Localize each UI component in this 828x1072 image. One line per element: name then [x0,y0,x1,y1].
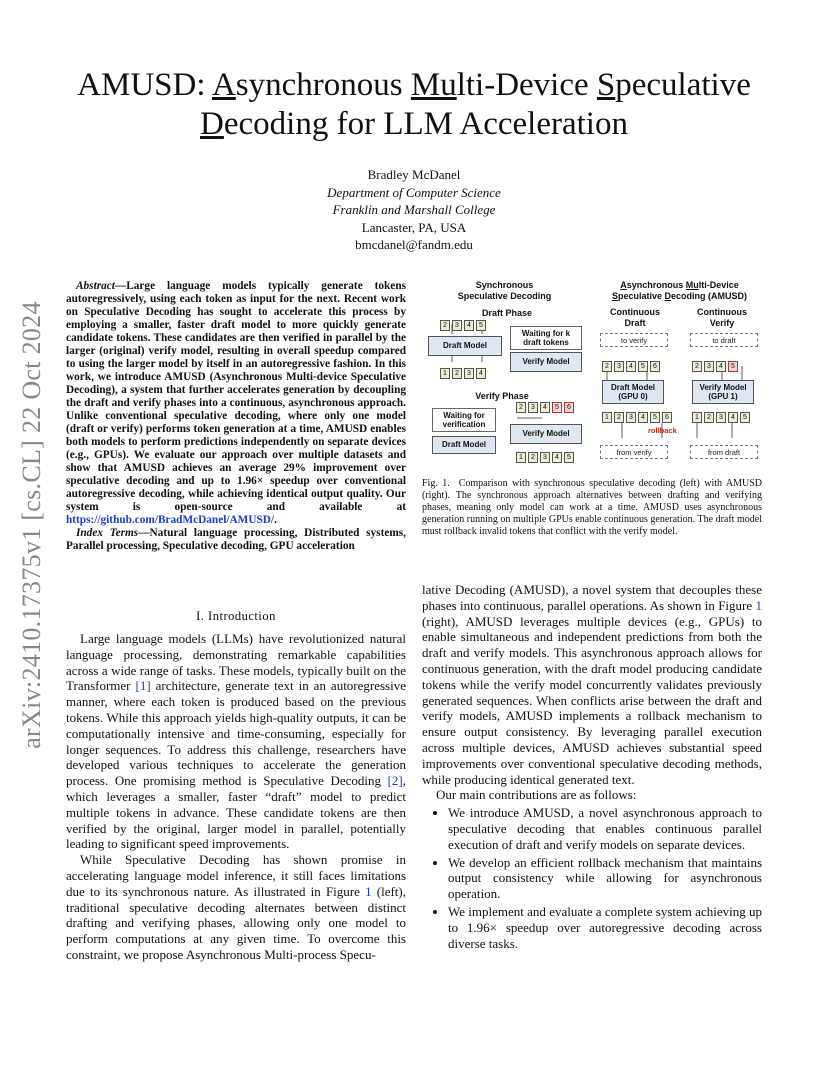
from-draft-queue: from draft [690,445,758,459]
to-draft-queue: to draft [690,333,758,347]
index-terms: —Natural language processing, Distributed systems, Parallel processing, Speculative decoding, GPU acceleration [66,527,406,552]
caption-label: Fig. 1. [422,478,450,489]
right-paragraph-1: lative Decoding (AMUSD), a novel system that decouples these phases into continuous, parallel operations. As shown in Figure 1 (right), AMUSD leverages multiple devices (e.g., GPUs) to enable simultaneous and independent predictions from both the draft and verify models. This asynchronous approach allows for continuous generation, with the draft model producing candidate tokens while the verify model concurrently validates previously generated sequences. When conflicts arise between the draft and verify models, AMUSD implements a rollback mechanism to ensure output consistency. By leveraging parallel execution across multiple devices, AMUSD achieves substantial speed improvements over conventional speculative decoding methods, while producing identical generated text. [422,582,762,787]
abstract-label: Abstract [76,280,115,292]
tokens-verify-bottom: 1 2 3 4 5 [516,452,574,463]
verify-model-gpu1: Verify Model (GPU 1) [692,380,754,404]
list-item: • We implement and evaluate a complete system achieving up to 1.96× speedup over autoregressive decoding across diverse tasks. [448,904,762,951]
paper-title [60,66,768,144]
title-line-2: Decoding for LLM Acceleration [200,106,628,142]
author-block [200,166,628,254]
index-terms-label: Index Terms [76,527,139,539]
tokens-draft-top: 2 3 4 5 [440,320,486,331]
arxiv-id: arXiv:2410.17375v1 [cs.CL] 22 Oct 2024 [17,301,46,749]
citation-1[interactable]: [1] [135,678,151,694]
tokens-async-verify-top: 2 3 4 5 [692,361,738,372]
author-email: bmcdanel@fandm.edu [355,237,473,252]
verify-phase-label: Verify Phase [475,391,529,401]
abstract-text: —Large language models typically generate tokens autoregressively, using each token as input for the next. Recent work on Speculative Decoding has sought to accelerate this process by employing a smaller, faster draft model to more quickly generate candidate tokens. These candidates are then verified in parallel by the larger (original) verify model, resulting in overall speedup compared to using the larger model by itself in an autoregressive fashion. In this work, we introduce AMUSD (Asynchronous Multi-device Speculative Decoding), a system that further accelerates generation by decoupling the draft and verify phases into a continuous, asynchronous approach. Unlike conventional speculative decoding, where only one model (draft or verify) performs token generation at a time, AMUSD enables both models to perform predictions independently on separate devices (e.g., GPUs). We evaluate our approach over multiple datasets and show that AMUSD achieves an average 29% improvement over speculative decoding and up to 1.96× speedup over conventional autoregressive decoding, while achieving identical output quality. Our system is open-source and available at [66,280,406,513]
github-link[interactable]: https://github.com/BradMcDanel/AMUSD/ [66,514,275,526]
verify-model-box-draft-phase: Verify Model [510,352,582,372]
figure-1 [422,278,762,468]
citation-2[interactable]: [2] [387,773,403,789]
tokens-verify-top: 2 3 4 5 6 [516,402,574,413]
tokens-draft-bottom: 1 2 3 4 [440,368,486,379]
right-column [422,582,762,953]
tokens-async-draft-bottom: 1 2 3 4 5 6 [602,412,672,423]
draft-phase-label: Draft Phase [481,308,533,318]
intro-column [66,631,406,963]
tokens-async-verify-bottom: 1 2 3 4 5 [692,412,750,423]
tokens-async-draft-top: 2 3 4 5 6 [602,361,660,372]
figure-ref-right[interactable]: 1 [755,597,762,613]
author-location: Lancaster, PA, USA [361,219,467,235]
abstract: Abstract—Large language models typically generate tokens autoregressively, using each token as input for the next. Recent work on Speculative Decoding has sought to accelerate this process by employing a smaller, faster draft model to more quickly generate candidate tokens. These candidates are then verified in parallel by the larger (original) verify model, resulting in overall speedup compared to using the larger model by itself in an autoregressive fashion. In this work, we introduce AMUSD (Asynchronous Multi-device Speculative Decoding), a system that further accelerates generation by decoupling the draft and verify phases into a continuous, asynchronous approach. Unlike conventional speculative decoding, where only one model (draft or verify) performs token generation at a time, AMUSD enables both models to perform predictions independently on separate devices (e.g., GPUs). We evaluate our approach over multiple datasets and show that AMUSD achieves an average 29% improvement over speculative decoding and up to 1.96× speedup over conventional autoregressive decoding, while achieving identical output quality. Our system is open-source and available at https://github.com/BradMcDanel/AMUSD/. Index Terms—Natural language processing, Distributed systems, Parallel processing, Speculative decoding, GPU acceleration [66,280,406,552]
title-line-1: AMUSD: Asynchronous Multi-Device Speculative [77,67,751,103]
list-item: • We introduce AMUSD, a novel asynchronous approach to speculative decoding that enables continuous parallel execution of draft and verify models on separate devices. [448,805,762,852]
verify-model-box-verify-phase: Verify Model [510,424,582,444]
contributions-intro: Our main contributions are as follows: [436,787,637,803]
author-college: Franklin and Marshall College [332,202,496,217]
arxiv-watermark [12,290,52,760]
cont-verify-label: Continuous Verify [697,307,747,328]
waiting-k-box: Waiting for k draft tokens [510,326,582,350]
list-item: • We develop an efficient rollback mechanism that maintains output consistency while allowing for asynchronous operation. [448,855,762,902]
intro-paragraph-1: Large language models (LLMs) have revolutionized natural language processing, demonstrating remarkable capabilities across a wide range of tasks. These models, typically built on the Transformer [1] architecture, generate text in an autoregressive manner, where each token is produced based on the previous tokens. While this approach yields high-quality outputs, it can be computationally intensive and time-consuming, especially for longer sequences. To address this challenge, researchers have developed various techniques to accelerate the generation process. One promising method is Speculative Decoding [2], which leverages a smaller, faster “draft” model to predict multiple tokens in advance. These candidate tokens are then verified by the original, larger model in parallel, potentially leading to significant speed improvements. [66,631,406,852]
fig-right-title: Asynchronous Multi-Device Speculative Decoding (AMUSD) [611,280,748,301]
author-name: Bradley McDanel [367,167,461,182]
intro-paragraph-2: While Speculative Decoding has shown promise in accelerating language model inference, it still faces limitations due to its synchronous nature. As illustrated in Figure 1 (left), traditional speculative decoding alternates between distinct drafting and verifying phases, allowing only one model to perform computations at any given time. To overcome this constraint, we propose Asynchronous Multi-process Specu- [66,852,406,962]
waiting-verification-box: Waiting for verification [432,408,496,432]
draft-model-box: Draft Model [428,336,502,356]
author-dept: Department of Computer Science [327,184,501,200]
fig-left-title: Synchronous Speculative Decoding [457,280,552,301]
from-verify-queue: from verify [600,445,668,459]
section-heading: I. Introduction [196,609,276,623]
contributions-list [422,805,762,951]
draft-model-box-verify-phase: Draft Model [432,436,496,454]
figure-ref[interactable]: 1 [365,883,372,899]
rollback-label: rollback [648,426,677,435]
draft-model-gpu0: Draft Model (GPU 0) [602,380,664,404]
cont-draft-label: Continuous Draft [610,307,660,328]
to-verify-queue: to verify [600,333,668,347]
caption-text: Comparison with synchronous speculative decoding (left) with AMUSD (right). The synchronous approach alternatives between drafting and verifying phases, meaning only model can work at a time. AMUSD uses asynchronous generation running on multiple GPUs enable continuous generation. The draft model must rollback invalid tokens that conflict with the verify model. [422,478,763,537]
figure-caption [422,478,762,538]
